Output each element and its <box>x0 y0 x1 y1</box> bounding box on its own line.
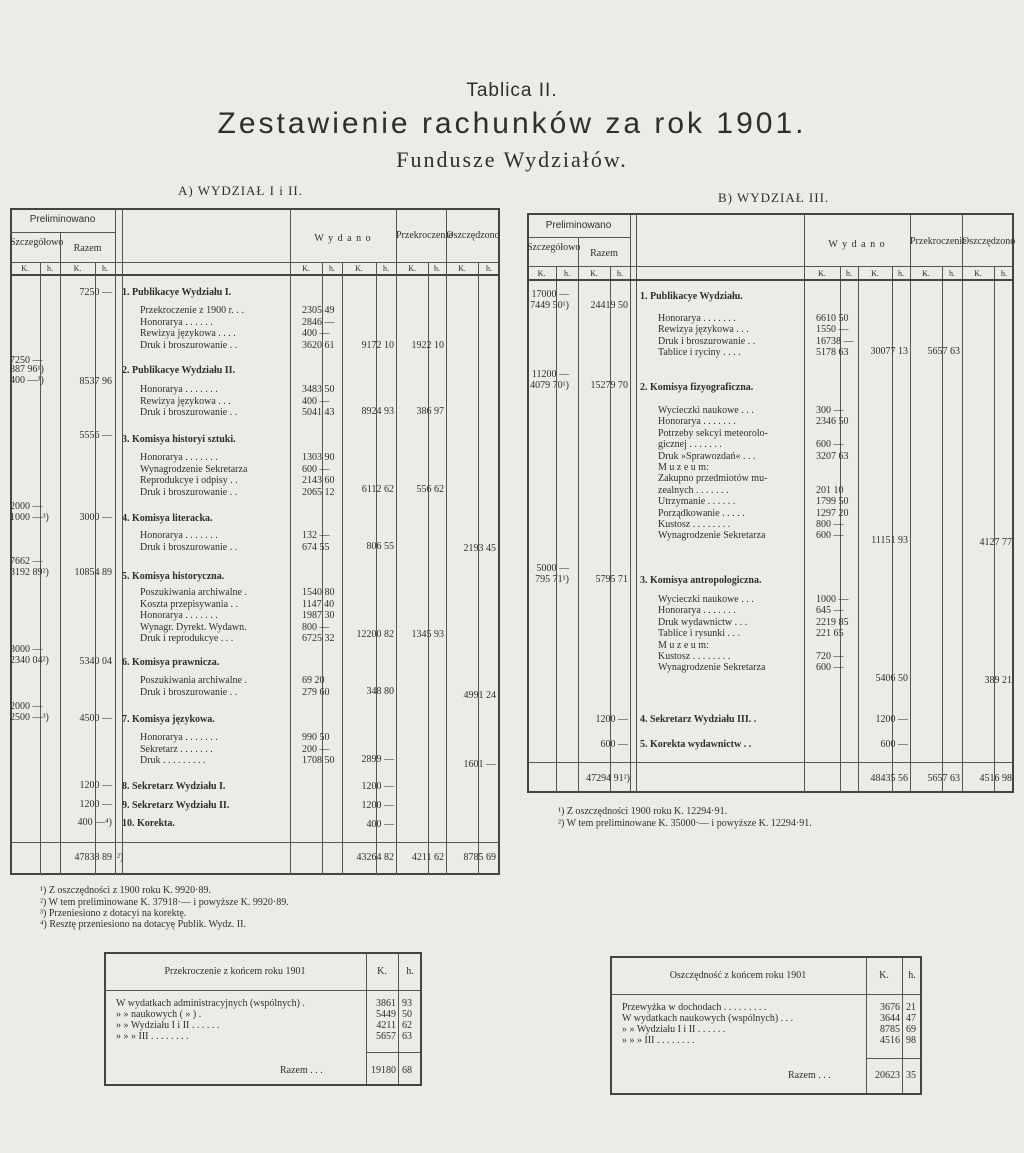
a-item-label: Przekroczenie z 1900 r. . . <box>140 305 244 316</box>
a-oszczedzono: 4991 24 <box>463 690 496 701</box>
a-razem: 10854 89 <box>74 567 112 578</box>
a-item-label: Poszukiwania archiwalne . <box>140 675 247 686</box>
summary-p-row-h: 62 <box>402 1020 412 1031</box>
a-item-value: 674 55 <box>302 541 330 553</box>
a-oszczedzono: 2193 45 <box>463 543 496 554</box>
summary-p-row-k: 3861 <box>376 998 396 1009</box>
summary-p-row-label: W wydatkach administracyjnych (wspólnych) . <box>116 998 305 1009</box>
k-header: K. <box>73 264 82 273</box>
k-header: K. <box>355 264 363 273</box>
hdr-b-oszczedzono: Oszczędzono <box>962 236 1016 247</box>
a-item-label: Wynagrodzenie Sekretarza <box>140 463 248 475</box>
h-header: h. <box>102 264 108 273</box>
b-item-value: 800 — <box>816 519 844 530</box>
summary-p-razem-k: 19180 <box>371 1065 396 1076</box>
a-item-value: 1540 80 <box>302 587 335 598</box>
col-line <box>396 210 397 875</box>
a-szczegolowo: 7250 — <box>10 355 43 366</box>
table-a-frame <box>10 208 500 875</box>
b-item-value: 720 — <box>816 651 844 662</box>
a-item-label: Reprodukcye i odpisy . . <box>140 475 238 486</box>
tablica-label: Tablica II. <box>466 80 558 101</box>
h-header: h. <box>846 269 852 278</box>
h-header: h. <box>434 264 440 273</box>
page-title: Zestawienie rachunków za rok 1901. <box>217 107 807 140</box>
b-razem: 600 — <box>600 739 628 750</box>
a-razem: 4500 — <box>79 713 112 724</box>
row-line <box>10 274 500 276</box>
h-header: h. <box>329 264 335 273</box>
b-item-value: 600 — <box>816 662 844 674</box>
summary-p-row-h: 50 <box>402 1009 412 1020</box>
summary-o-h: h. <box>908 970 916 981</box>
hdr-razem: Razem <box>73 243 102 254</box>
a-przekroczenie: 386 97 <box>416 406 444 417</box>
b-szczegolowo: 5000 — <box>536 563 569 574</box>
a-item-label: Druk i reprodukcye . . . <box>140 633 234 644</box>
a-razem: 5340 04 <box>79 656 112 667</box>
a-item-label: Koszta przepisywania . . <box>140 598 239 610</box>
row-line <box>10 232 115 233</box>
a-item-value: 3483 50 <box>302 384 335 395</box>
b-wydano-razem: 5406 50 <box>875 673 908 684</box>
a-row-label: 4. Komisya literacka. <box>122 513 213 524</box>
a-wydano-razem: 1200 — <box>361 800 394 811</box>
hdr-przekroczenie: Przekroczenie <box>396 230 453 241</box>
hdr-preliminowano: Preliminowano <box>29 214 96 225</box>
col-line <box>630 215 631 793</box>
total-b-wydano: 48435 56 <box>870 773 908 784</box>
a-wydano-razem: 9172 10 <box>361 340 394 351</box>
a-item-value: 2305 49 <box>302 305 335 316</box>
a-item-label: Poszukiwania archiwalne . <box>140 587 247 598</box>
a-wydano-razem: 1200 — <box>361 781 394 792</box>
a-row-label: 8. Sekretarz Wydziału I. <box>122 781 226 792</box>
a-wydano-razem: 400 — <box>366 819 394 830</box>
total-a-oszczedzono: 8785 69 <box>463 852 496 863</box>
hdr-b-razem: Razem <box>590 248 618 259</box>
total-b-przekroczenie: 5657 63 <box>927 773 960 784</box>
a-szczegolowo: 2000 — <box>10 701 43 712</box>
a-item-value: 3620 61 <box>302 339 335 351</box>
a-przekroczenie: 1345 93 <box>411 629 444 640</box>
b-wydano-razem: 600 — <box>880 739 908 750</box>
b-wydano-razem: 11151 93 <box>871 535 908 546</box>
a-item-value: 1987 30 <box>302 610 335 621</box>
summary-p-row-label: » » » III . . . . . . . . <box>116 1031 189 1042</box>
summary-p-row-h: 63 <box>402 1031 412 1042</box>
row-line <box>10 842 500 843</box>
a-item-value: 1147 40 <box>302 598 335 610</box>
k-header: K. <box>818 269 826 278</box>
summary-p-h: h. <box>406 966 414 977</box>
col-line <box>290 210 291 875</box>
a-item-value: 400 — <box>302 395 330 407</box>
h-header: h. <box>47 264 53 273</box>
section-a-title: A) WYDZIAŁ I i II. <box>178 183 303 198</box>
total-b-razem: 47294 91²) <box>586 773 630 784</box>
summary-o-row-h: 69 <box>906 1024 916 1035</box>
b-item-value: 1297 20 <box>816 507 849 519</box>
total-a-note: ²) <box>117 852 124 863</box>
summary-p-row-label: » » Wydziału I i II . . . . . . <box>116 1020 220 1031</box>
summary-o-row-label: » » Wydziału I i II . . . . . . <box>622 1024 726 1035</box>
row-line <box>527 762 1014 763</box>
a-item-label: Druk i broszurowanie . . <box>140 407 238 418</box>
b-item-value: 5178 63 <box>816 347 849 359</box>
col-line <box>478 262 479 875</box>
h-header: h. <box>898 269 904 278</box>
summary-o-row-h: 21 <box>906 1002 916 1013</box>
b-item-value: 600 — <box>816 530 844 542</box>
a-szczegolowo: 2000 — <box>10 501 43 512</box>
k-header: K. <box>590 269 598 278</box>
col-line <box>115 210 116 875</box>
a-szczegolowo: 1000 —³) <box>10 512 49 523</box>
b-item-label: M u z e u m: <box>658 639 709 651</box>
b-item-label: Druk »Sprawozdań« . . . <box>658 450 756 462</box>
section-b-title: B) WYDZIAŁ III. <box>718 190 830 205</box>
a-wydano-razem: 2899 — <box>361 754 394 765</box>
h-header: h. <box>617 269 623 278</box>
row-line <box>366 1052 422 1053</box>
summary-p-row-k: 5657 <box>376 1031 396 1042</box>
b-szczegolowo: 795 71¹) <box>535 574 569 585</box>
row-line <box>527 237 630 238</box>
summary-p-row-label: » » naukowych ( » ) . <box>116 1009 202 1020</box>
b-razem: 5795 71 <box>595 574 628 585</box>
hdr-b-szczegolowo: Szczegółowo <box>527 242 581 253</box>
a-szczegolowo: 400 —³) <box>10 375 44 386</box>
a-item-value: 200 — <box>302 743 330 755</box>
a-item-value: 279 60 <box>302 686 330 698</box>
a-item-label: Druk . . . . . . . . . <box>140 755 206 766</box>
col-line <box>962 215 963 793</box>
k-header: K. <box>21 264 29 273</box>
b-szczegolowo: 11200 — <box>531 369 569 380</box>
col-line <box>556 266 557 793</box>
b-wydano-razem: 30077 13 <box>870 346 908 357</box>
b-item-value: 16738 — <box>816 335 854 347</box>
summary-p-row-h: 93 <box>402 998 412 1009</box>
b-item-label: Wynagrodzenie Sekretarza <box>658 662 766 674</box>
a-row-label: 3. Komisya historyi sztuki. <box>122 434 236 445</box>
b-row-label: 2. Komisya fizyograficzna. <box>640 382 754 393</box>
b-row-label: 1. Publikacye Wydziału. <box>640 291 743 302</box>
b-item-label: Tablice i ryciny . . . . <box>658 347 741 359</box>
a-item-label: Sekretarz . . . . . . . <box>140 743 213 755</box>
summary-p-razem-label: Razem . . . <box>280 1065 323 1076</box>
a-razem: 1200 — <box>79 799 112 810</box>
summary-o-row-k: 3676 <box>880 1002 900 1013</box>
col-line <box>322 262 323 875</box>
a-szczegolowo: 7662 — <box>10 556 43 567</box>
b-item-value: 300 — <box>816 405 844 416</box>
b-item-label: Utrzymanie . . . . . . <box>658 496 736 508</box>
a-wydano-razem: 12200 82 <box>356 629 394 640</box>
b-item-value: 201 10 <box>816 484 844 496</box>
a-item-label: Honorarya . . . . . . . <box>140 610 218 621</box>
h-header: h. <box>383 264 389 273</box>
k-header: K. <box>408 264 416 273</box>
summary-o-row-label: » » » III . . . . . . . . <box>622 1035 695 1046</box>
a-item-value: 5041 43 <box>302 407 335 418</box>
a-szczegolowo: 2340 04²) <box>10 655 49 666</box>
col-line <box>122 210 123 875</box>
a-szczegolowo: 887 96¹) <box>10 364 44 375</box>
a-razem: 5556 — <box>79 430 112 441</box>
a-item-label: Rewizya językowa . . . . <box>140 328 236 339</box>
b-item-label: Wynagrodzenie Sekretarza <box>658 530 766 542</box>
b-item-value: 1799 50 <box>816 496 849 508</box>
b-item-label: Druk i broszurowanie . . <box>658 335 756 347</box>
hdr-b-wydano: W y d a n o <box>828 239 886 250</box>
a-item-label: Honorarya . . . . . . . <box>140 530 218 541</box>
col-line <box>910 215 911 793</box>
summary-o-razem-h: 35 <box>906 1070 916 1081</box>
b-row-label: 3. Komisya antropologiczna. <box>640 575 762 586</box>
a-oszczedzono: 1601 — <box>463 759 496 770</box>
b-item-label: Honorarya . . . . . . . <box>658 605 736 617</box>
a-razem: 3000 — <box>79 512 112 523</box>
b-row-label: 5. Korekta wydawnictw . . <box>640 739 752 750</box>
a-row-label: 2. Publikacye Wydziału II. <box>122 365 236 376</box>
total-a-przekroczenie: 4211 62 <box>411 852 444 863</box>
h-header: h. <box>1001 269 1007 278</box>
b-item-value: 2346 50 <box>816 416 849 428</box>
col-line <box>60 232 61 875</box>
b-item-label: M u z e u m: <box>658 462 709 473</box>
h-header: h. <box>564 269 570 278</box>
a-item-label: Wynagr. Dyrekt. Wydawn. <box>140 621 247 633</box>
page-subtitle: Fundusze Wydziałów. <box>396 147 628 172</box>
total-a-wydano: 43264 82 <box>356 852 394 863</box>
a-row-label: 1. Publikacye Wydziału I. <box>122 287 232 298</box>
a-wydano-razem: 6112 62 <box>361 484 394 495</box>
b-wydano-razem: 1200 — <box>875 714 908 725</box>
a-row-label: 6. Komisya prawnicza. <box>122 657 220 668</box>
hdr-szczegolowo: Szczegółowo <box>10 237 64 248</box>
b-item-label: gicznej . . . . . . . <box>658 439 722 451</box>
a-row-label: 9. Sekretarz Wydziału II. <box>122 800 230 811</box>
k-header: K. <box>458 264 466 273</box>
b-item-label: zealnych . . . . . . . <box>658 484 729 496</box>
k-header: K. <box>974 269 982 278</box>
a-row-label: 10. Korekta. <box>122 818 175 829</box>
b-razem: 1200 — <box>595 714 628 725</box>
k-header: K. <box>537 269 546 278</box>
row-line <box>104 990 422 991</box>
a-item-value: 1708 50 <box>302 755 335 766</box>
footnote-a-3: ³) Przeniesiono z dotacyi na korektę. <box>40 908 187 919</box>
hdr-oszczedzono: Oszczędzono <box>446 230 500 241</box>
a-przekroczenie: 1922 10 <box>411 340 444 351</box>
b-item-value: 2219 85 <box>816 616 849 628</box>
a-item-label: Rewizya językowa . . . <box>140 395 231 407</box>
footnote-a-2: ²) W tem preliminowane K. 37918·— i powyższe K. 9920·89. <box>40 897 289 908</box>
b-item-label: Tablice i rysunki . . . <box>658 628 741 640</box>
summary-o-razem-label: Razem . . . <box>788 1070 831 1081</box>
b-item-value: 221 65 <box>816 628 844 640</box>
a-item-value: 600 — <box>302 463 330 475</box>
b-razem: 15279 70 <box>590 380 628 391</box>
footnote-b-1: ¹) Z oszczędności 1900 roku K. 12294·91. <box>558 806 728 817</box>
k-header: K. <box>302 264 310 273</box>
b-item-label: Kustosz . . . . . . . . <box>658 651 731 662</box>
a-razem: 1200 — <box>79 780 112 791</box>
col-line <box>804 215 805 793</box>
summary-p-row-k: 4211 <box>376 1020 396 1031</box>
b-item-label: Potrzeby sekcyi meteorolo- <box>658 427 768 439</box>
summary-o-row-k: 4516 <box>880 1035 900 1046</box>
row-line <box>10 262 500 263</box>
k-header: K. <box>922 269 930 278</box>
a-item-label: Druk i broszurowanie . . <box>140 339 238 351</box>
col-line <box>994 266 995 793</box>
a-item-label: Honorarya . . . . . . . <box>140 384 218 395</box>
a-szczegolowo: 3192 89²) <box>10 567 49 578</box>
b-przekroczenie: 5657 63 <box>927 346 960 357</box>
a-wydano-razem: 348 80 <box>366 686 394 697</box>
b-item-value: 600 — <box>816 439 844 451</box>
footnote-a-1: ¹) Z oszczędności z 1900 roku K. 9920·89. <box>40 885 212 896</box>
a-item-label: Honorarya . . . . . . . <box>140 732 218 743</box>
a-razem: 400 —⁴) <box>77 817 112 828</box>
a-wydano-razem: 806 55 <box>366 541 394 552</box>
footnote-b-2: ²) W tem preliminowane K. 35000·— i powyższe K. 12294·91. <box>558 818 812 829</box>
a-item-value: 69 20 <box>302 675 325 686</box>
summary-o-row-label: W wydatkach naukowych (wspólnych) . . . <box>622 1013 794 1024</box>
summary-o-k: K. <box>879 970 889 981</box>
summary-p-row-k: 5449 <box>376 1009 396 1020</box>
b-item-value: 3207 63 <box>816 450 849 462</box>
total-b-oszczedzono: 4516 98 <box>979 773 1012 784</box>
a-item-value: 800 — <box>302 621 330 633</box>
a-item-value: 2065 12 <box>302 486 335 498</box>
row-line <box>866 1058 922 1059</box>
summary-o-title: Oszczędność z końcem roku 1901 <box>669 970 807 981</box>
b-item-value: 1000 — <box>816 594 849 605</box>
b-item-label: Porządkowanie . . . . . <box>658 507 745 519</box>
b-szczegolowo: 4079 70¹) <box>530 380 569 391</box>
row-line <box>527 266 1014 267</box>
hdr-wydano: W y d a n o <box>314 233 372 244</box>
footnote-a-4: ⁴) Resztę przeniesiono na dotacyę Publik. Wydz. II. <box>40 919 246 930</box>
a-item-value: 132 — <box>302 530 330 541</box>
a-przekroczenie: 556 62 <box>416 484 444 495</box>
summary-o-row-h: 98 <box>906 1035 916 1046</box>
a-item-label: Druk i broszurowanie . . <box>140 686 238 698</box>
b-item-label: Rewizya językowa . . . <box>658 324 749 336</box>
col-line <box>578 237 579 793</box>
k-header: K. <box>871 269 879 278</box>
a-szczegolowo: 3000 — <box>10 644 43 655</box>
summary-o-row-label: Przewyżka w dochodach . . . . . . . . . <box>622 1002 767 1013</box>
hdr-b-przekroczenie: Przekroczenie <box>910 236 967 247</box>
summary-o-razem-k: 20623 <box>875 1070 900 1081</box>
b-szczegolowo: 17000 — <box>531 289 569 300</box>
b-item-label: Wycieczki naukowe . . . <box>658 594 754 605</box>
b-item-label: Kustosz . . . . . . . . <box>658 519 731 530</box>
a-item-label: Druk i broszurowanie . . <box>140 486 238 498</box>
b-oszczedzono: 4127 77 <box>979 537 1012 548</box>
h-header: h. <box>949 269 955 278</box>
h-header: h. <box>486 264 492 273</box>
summary-o-row-k: 8785 <box>880 1024 900 1035</box>
a-szczegolowo: 2500 —³) <box>10 712 49 723</box>
b-row-label: 4. Sekretarz Wydziału III. . <box>640 714 757 725</box>
a-item-label: Honorarya . . . . . . . <box>140 452 218 463</box>
hdr-b-preliminowano: Preliminowano <box>545 220 612 231</box>
a-item-value: 400 — <box>302 328 330 339</box>
col-line <box>636 215 637 793</box>
a-razem: 7250 — <box>79 287 112 298</box>
b-item-value: 1550 — <box>816 324 849 336</box>
b-item-label: Druk wydawnictw . . . <box>658 616 748 628</box>
b-item-label: Wycieczki naukowe . . . <box>658 405 754 416</box>
a-row-label: 7. Komisya językowa. <box>122 714 215 725</box>
b-item-value: 645 — <box>816 605 844 617</box>
a-item-label: Honorarya . . . . . . <box>140 316 213 328</box>
a-item-value: 990 50 <box>302 732 330 743</box>
summary-p-razem-h: 68 <box>402 1065 412 1076</box>
a-item-value: 1303 90 <box>302 452 335 463</box>
a-razem: 8537 96 <box>79 376 112 387</box>
b-oszczedzono: 389 21 <box>984 675 1012 686</box>
a-item-value: 2143 60 <box>302 475 335 486</box>
row-line <box>527 279 1014 281</box>
b-item-value: 6610 50 <box>816 313 849 324</box>
summary-p-title: Przekroczenie z końcem roku 1901 <box>164 966 306 977</box>
a-item-value: 6725 32 <box>302 633 335 644</box>
a-item-label: Druk i broszurowanie . . <box>140 541 238 553</box>
a-wydano-razem: 8924 93 <box>361 406 394 417</box>
b-item-label: Zakupno przedmiotów mu- <box>658 473 768 485</box>
b-razem: 24419 50 <box>590 300 628 311</box>
b-item-label: Honorarya . . . . . . . <box>658 416 736 428</box>
a-item-value: 2846 — <box>302 316 335 328</box>
row-line <box>610 994 922 995</box>
summary-o-row-h: 47 <box>906 1013 916 1024</box>
col-line <box>428 262 429 875</box>
total-a-razem: 47838 89 <box>74 852 112 863</box>
a-row-label: 5. Komisya historyczna. <box>122 571 225 582</box>
summary-o-row-k: 3644 <box>880 1013 900 1024</box>
b-item-label: Honorarya . . . . . . . <box>658 313 736 324</box>
b-szczegolowo: 7449 50¹) <box>530 300 569 311</box>
summary-p-k: K. <box>377 966 387 977</box>
